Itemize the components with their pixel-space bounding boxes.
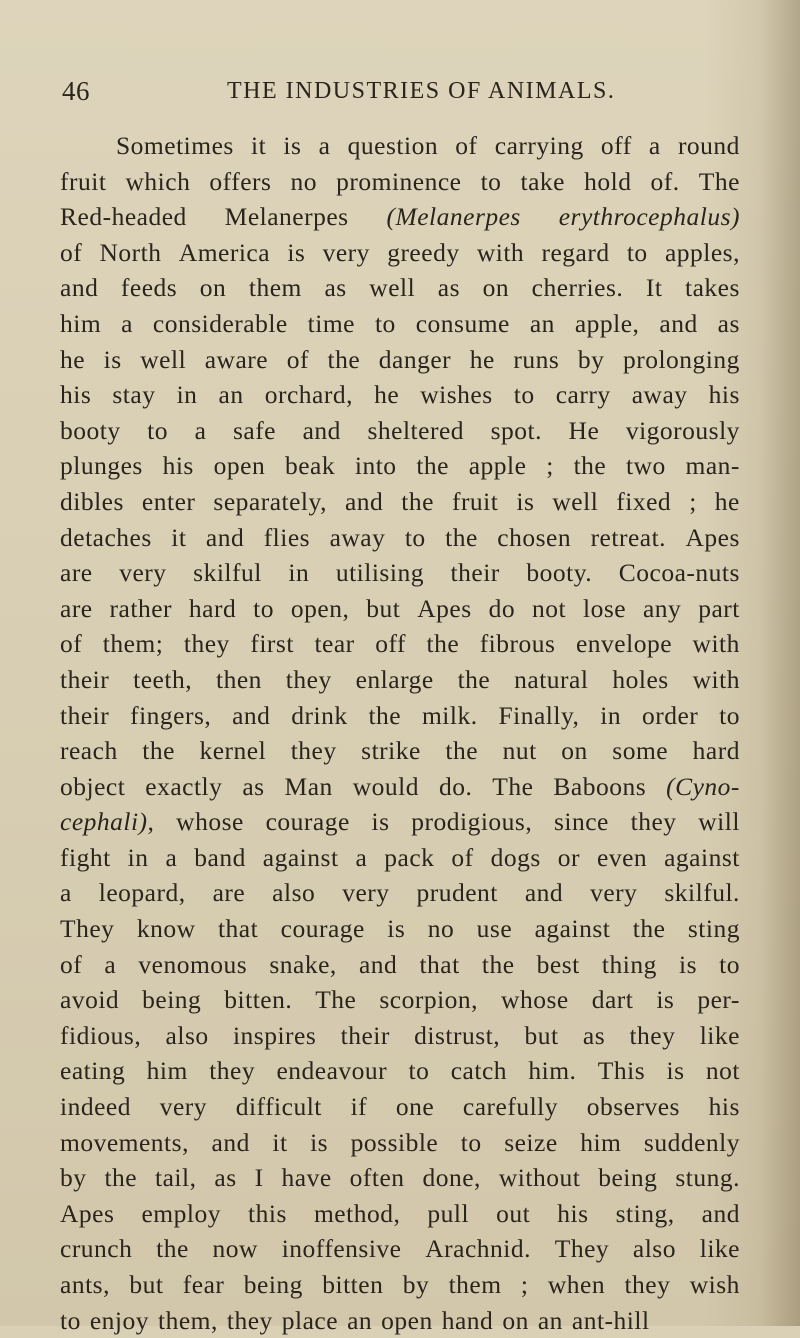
text-line: of them; they first tear off the fibrous envelope with — [60, 629, 740, 659]
page-header — [62, 76, 742, 116]
text-line: dibles enter separately, and the fruit is well fixed ; he — [60, 486, 740, 516]
text-line: his stay in an orchard, he wishes to carry away his — [60, 380, 740, 410]
text-line: of a venomous snake, and that the best thing is to — [60, 949, 740, 979]
text-line: indeed very difficult if one carefully observes his — [60, 1092, 740, 1122]
text-line: Sometimes it is a question of carrying off a round — [116, 131, 740, 160]
text-line: detaches it and flies away to the chosen retreat. Apes — [60, 522, 740, 552]
text-line: movements, and it is possible to seize him suddenly — [60, 1127, 740, 1157]
text-line: plunges his open beak into the apple ; the two man- — [60, 451, 740, 481]
text-line: him a considerable time to consume an apple, and as — [60, 308, 740, 338]
text-line: fruit which offers no prominence to take hold of. The — [60, 166, 740, 196]
text-line: reach the kernel they strike the nut on some hard — [60, 736, 740, 766]
text-line: eating him they endeavour to catch him. This is not — [60, 1056, 740, 1086]
text-line: of North America is very greedy with regard to apples, — [60, 237, 740, 267]
page-number: 46 — [62, 76, 90, 106]
text-line: a leopard, are also very prudent and very skilful. — [60, 878, 740, 908]
text-line: booty to a safe and sheltered spot. He vigorously — [60, 415, 740, 445]
text-line: are rather hard to open, but Apes do not lose any part — [60, 593, 740, 623]
text-line: cephali), whose courage is prodigious, since they will — [60, 807, 740, 837]
text-line: object exactly as Man would do. The Baboons (Cyno- — [60, 771, 740, 801]
text-line: he is well aware of the danger he runs by prolonging — [60, 344, 740, 374]
page-edge-shadow — [760, 0, 800, 1326]
text-line: They know that courage is no use against the sting — [60, 914, 740, 944]
text-line: fidious, also inspires their distrust, but as they like — [60, 1020, 740, 1050]
text-line: fight in a band against a pack of dogs or even against — [60, 842, 740, 872]
text-line: Red-headed Melanerpes (Melanerpes erythrocephalus) — [60, 202, 740, 232]
body-text — [60, 128, 740, 1338]
text-line: ants, but fear being bitten by them ; when they wish — [60, 1270, 740, 1299]
text-line: by the tail, as I have often done, without being stung. — [60, 1163, 740, 1193]
text-line: are very skilful in utilising their booty. Cocoa-nuts — [60, 558, 740, 588]
text-line: crunch the now inoffensive Arachnid. They also like — [60, 1234, 740, 1264]
text-line: Apes employ this method, pull out his sting, and — [60, 1198, 740, 1228]
running-head: THE INDUSTRIES OF ANIMALS. — [227, 78, 616, 104]
text-line: their teeth, then they enlarge the natural holes with — [60, 664, 740, 694]
text-line: and feeds on them as well as on cherries. It takes — [60, 273, 740, 303]
text-line: to enjoy them, they place an open hand on an ant-hill — [60, 1305, 650, 1335]
text-line: avoid being bitten. The scorpion, whose dart is per- — [60, 985, 740, 1015]
text-line: their fingers, and drink the milk. Finally, in order to — [60, 700, 740, 730]
